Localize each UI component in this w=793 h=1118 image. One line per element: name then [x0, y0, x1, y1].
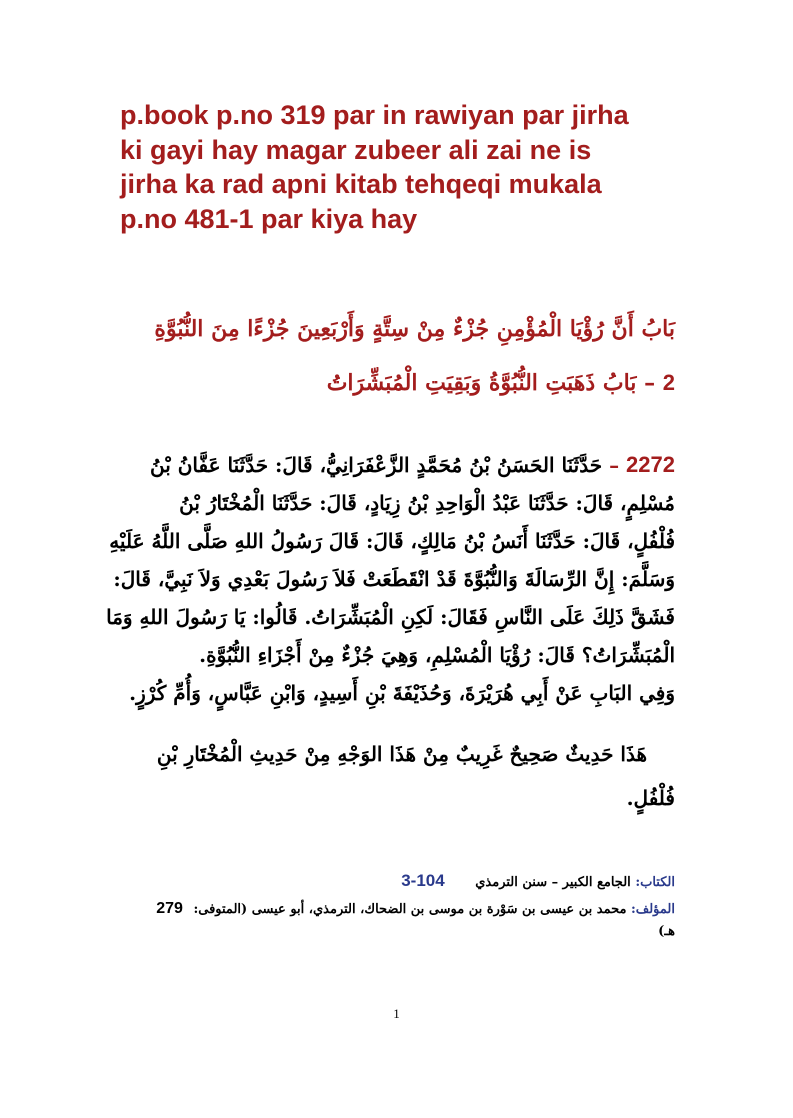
- heading-line: p.book p.no 319 par in rawiyan par jirha: [120, 100, 629, 130]
- hadith-line: فُلْفُلٍ، قَالَ: حَدَّثَنَا أَنَسُ بْنُ مَالِكٍ، قَالَ: قَالَ رَسُولُ اللهِ صَلَّى اللَّهُ عَلَيْهِ: [109, 529, 675, 553]
- hadith-line: الْمُبَشِّرَاتُ؟ قَالَ: رُؤْيَا الْمُسْلِمِ، وَهِيَ جُزْءٌ مِنْ أَجْزَاءِ النُّبُوَّةِ.: [199, 643, 675, 667]
- heading-line: p.no 481-1 par kiya hay: [120, 203, 418, 234]
- hadith-line: وَسَلَّمَ: إِنَّ الرِّسَالَةَ وَالنُّبُوَّةَ قَدْ انْقَطَعَتْ فَلاَ رَسُولَ بَعْدِي وَلاَ نَبِيَّ، قَالَ:: [113, 567, 675, 591]
- grading-line: هَذَا حَدِيثٌ صَحِيحٌ غَرِيبٌ مِنْ هَذَا الوَجْهِ مِنْ حَدِيثِ الْمُخْتَارِ بْنِ: [156, 742, 647, 766]
- grading-line: فُلْفُلٍ.: [626, 786, 675, 810]
- author-row: [115, 898, 675, 921]
- book-name: الجامع الكبير – سنن الترمذي: [475, 875, 631, 890]
- chapter-title: بَابُ أَنَّ رُؤْيَا الْمُؤْمِنِ جُزْءٌ مِنْ سِتَّةٍ وَأَرْبَعِينَ جُزْءًا مِنَ النُّبُوَّةِ: [154, 316, 675, 342]
- chapter-number: 2: [662, 370, 675, 395]
- author-name: محمد بن عيسى بن سَوْرة بن موسى بن الضحاك، الترمذي، أبو عيسى (المتوفى:: [193, 902, 627, 917]
- hadith-line: فَشَقَّ ذَلِكَ عَلَى النَّاسِ فَقَالَ: لَكِنِ الْمُبَشِّرَاتُ. قَالُوا: يَا رَسُولَ اللهِ وَمَا: [106, 605, 675, 629]
- hadith-line-text: حَدَّثَنَا الحَسَنُ بْنُ مُحَمَّدٍ الزَّعْفَرَانِيُّ، قَالَ: حَدَّثَنَا عَفَّانُ بْنُ: [149, 453, 603, 477]
- hadith-dash: –: [609, 453, 620, 477]
- hadith-line: [115, 446, 675, 484]
- chapter-subtitle: [115, 366, 675, 400]
- hadith-line: مُسْلِمٍ، قَالَ: حَدَّثَنَا عَبْدُ الْوَاحِدِ بْنُ زِيَادٍ، قَالَ: حَدَّثَنَا الْمُخْتَارُ بْنُ: [179, 491, 675, 515]
- chapter-dash: –: [644, 370, 656, 396]
- hadith-text: [106, 446, 675, 712]
- bab-note: وَفِي البَابِ عَنْ أَبِي هُرَيْرَةَ، وَحُذَيْفَةَ بْنِ أَسِيدٍ، وَابْنِ عَبَّاسٍ، وَأُمِّ كُرْزٍ.: [129, 681, 675, 705]
- book-row: [115, 870, 675, 894]
- heading-line: jirha ka rad apni kitab tehqeqi mukala: [120, 169, 602, 199]
- era-row: هـ): [658, 924, 675, 939]
- death-year: 279: [156, 900, 183, 917]
- page-number: 1: [393, 1006, 400, 1021]
- book-reference: 104-3: [401, 871, 445, 890]
- heading-line: ki gayi hay magar zubeer ali zai ne is: [120, 134, 592, 165]
- page-heading: [120, 98, 680, 236]
- author-label: المؤلف:: [630, 902, 675, 917]
- hadith-number: 2272: [626, 452, 675, 477]
- hadith-grading: [115, 732, 675, 820]
- book-label: الكتاب:: [635, 875, 675, 890]
- source-reference: [115, 870, 675, 943]
- chapter-subtitle-text: بَابُ ذَهَبَتِ النُّبُوَّةُ وَبَقِيَتِ الْمُبَشِّرَاتُ: [326, 370, 637, 396]
